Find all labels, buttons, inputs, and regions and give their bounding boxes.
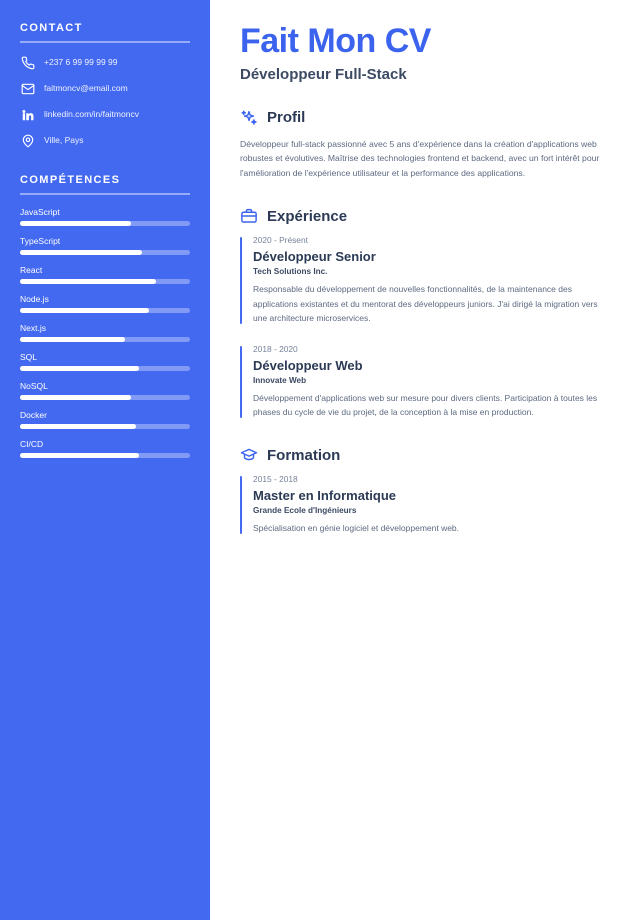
contact-item-linkedin: [20, 107, 190, 122]
skill-label: JavaScript: [20, 207, 60, 217]
sidebar: [0, 0, 210, 920]
skill-bar: [20, 366, 190, 371]
entry-date: 2020 - Présent: [253, 235, 308, 246]
skill-item: [20, 439, 190, 458]
skill-label: Next.js: [20, 323, 46, 333]
main-content: [210, 0, 632, 920]
skill-bar-fill: [20, 453, 139, 458]
profile-section: [240, 109, 602, 181]
contact-item-location: [20, 133, 190, 148]
skill-item: [20, 410, 190, 429]
experience-section: [240, 207, 602, 420]
entry-title: Développeur Senior: [253, 249, 376, 265]
entry-date: 2015 - 2018: [253, 474, 298, 485]
contact-phone-text: +237 6 99 99 99 99: [44, 57, 118, 68]
entry-date: 2018 - 2020: [253, 343, 298, 354]
page-title: Fait Mon CV: [240, 22, 431, 60]
skill-bar-fill: [20, 337, 125, 342]
entry-description: Responsable du développement de nouvelles fonctionnalités, de la maintenance des applications existantes et du mentorat des développeurs juniors. J'ai dirigé la migration vers une architecture microservices.: [253, 284, 598, 324]
profile-section-header: [240, 109, 602, 127]
skills-section-title: COMPÉTENCES: [20, 174, 121, 186]
contact-location-text: Ville, Pays: [44, 135, 84, 146]
map-pin-icon: [20, 133, 35, 148]
skill-item: [20, 294, 190, 313]
profile-section-title: Profil: [267, 109, 306, 127]
education-entry: [240, 474, 602, 536]
contact-item-email: [20, 81, 190, 96]
skill-label: NoSQL: [20, 381, 48, 391]
profile-text: Développeur full-stack passionné avec 5 ans d'expérience dans la création d'applications web robustes et évolutives. Maîtrise des technologies frontend et backend, avec un fort intérêt pour l'amélioration de l'expérience utilisateur et la performance des applications.: [240, 138, 600, 179]
skill-bar: [20, 308, 190, 313]
linkedin-icon: [20, 107, 35, 122]
skill-bar: [20, 395, 190, 400]
job-role: Développeur Full-Stack: [240, 65, 407, 83]
experience-section-title: Expérience: [267, 207, 348, 225]
skill-bar: [20, 221, 190, 226]
entry-organization: Innovate Web: [253, 375, 307, 385]
skill-bar: [20, 424, 190, 429]
skills-section: [20, 174, 190, 458]
entry-title: Master en Informatique: [253, 488, 397, 504]
contact-linkedin-text: linkedin.com/in/faitmoncv: [44, 109, 139, 120]
entry-description: Spécialisation en génie logiciel et développement web.: [253, 523, 460, 534]
skill-label: Node.js: [20, 294, 49, 304]
skill-bar: [20, 337, 190, 342]
skill-item: [20, 352, 190, 371]
skill-item: [20, 236, 190, 255]
education-section: [240, 446, 602, 536]
skill-item: [20, 207, 190, 226]
contact-item-phone: [20, 55, 190, 70]
skill-label: CI/CD: [20, 439, 44, 449]
entry-description: Développement d'applications web sur mesure pour divers clients. Participation à toutes les phases du cycle de vie du projet, de la conception à la mise en production.: [253, 392, 598, 418]
skill-bar-fill: [20, 221, 131, 226]
phone-icon: [20, 55, 35, 70]
experience-entry: [240, 344, 602, 420]
envelope-icon: [20, 81, 35, 96]
skill-label: React: [20, 265, 43, 275]
skill-bar-fill: [20, 366, 139, 371]
skill-label: TypeScript: [20, 236, 61, 246]
skill-item: [20, 265, 190, 284]
education-section-header: [240, 446, 602, 464]
skill-bar: [20, 453, 190, 458]
skill-bar-fill: [20, 250, 142, 255]
skill-item: [20, 323, 190, 342]
skill-bar-fill: [20, 424, 136, 429]
entry-title: Développeur Web: [253, 357, 363, 373]
contact-section: [20, 22, 190, 148]
education-section-title: Formation: [267, 446, 341, 464]
skill-bar-fill: [20, 279, 156, 284]
graduation-cap-icon: [240, 446, 258, 464]
skill-bar: [20, 250, 190, 255]
entry-organization: Grande Ecole d'Ingénieurs: [253, 506, 357, 516]
skill-bar-fill: [20, 308, 149, 313]
skill-bar: [20, 279, 190, 284]
skill-label: SQL: [20, 352, 38, 362]
divider: [20, 41, 190, 43]
divider: [20, 193, 190, 195]
experience-entry: [240, 235, 602, 326]
entry-organization: Tech Solutions Inc.: [253, 267, 328, 277]
sparkles-icon: [240, 109, 258, 127]
skill-bar-fill: [20, 395, 131, 400]
contact-section-title: CONTACT: [20, 22, 83, 34]
experience-section-header: [240, 207, 602, 225]
briefcase-icon: [240, 207, 258, 225]
contact-email-text: faitmoncv@email.com: [44, 83, 128, 94]
skill-label: Docker: [20, 410, 47, 420]
skill-item: [20, 381, 190, 400]
